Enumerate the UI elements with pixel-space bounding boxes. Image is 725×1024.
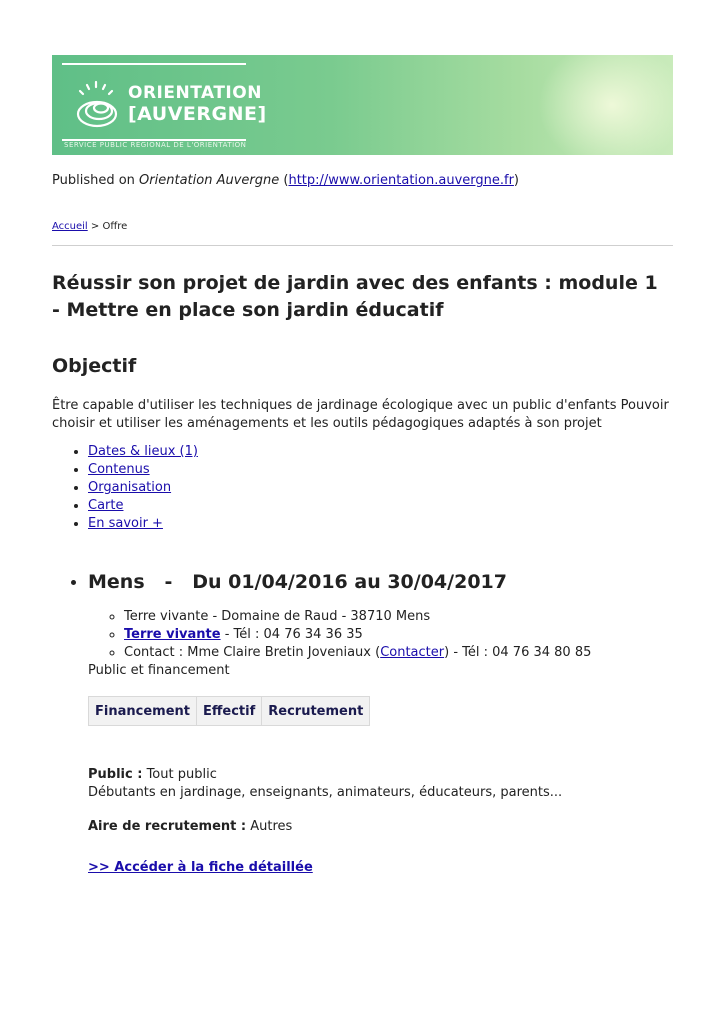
financement-tabs xyxy=(88,696,370,726)
published-close-paren: ) xyxy=(513,173,519,188)
banner-glow xyxy=(532,55,673,155)
public-label: Public : xyxy=(88,767,143,782)
public-value: Tout public xyxy=(142,767,217,782)
tab-dates-lieux xyxy=(88,443,198,461)
logo-subtitle: SERVICE PUBLIC RÉGIONAL DE L'ORIENTATION xyxy=(64,141,247,149)
tab-contenus xyxy=(88,461,198,479)
site-logo[interactable] xyxy=(62,63,267,141)
aire-label: Aire de recrutement : xyxy=(88,819,247,834)
fiche-detail xyxy=(88,860,688,875)
offer-contact xyxy=(124,644,688,662)
logo-title-line1: ORIENTATION xyxy=(128,83,262,103)
tab-dates-lieux-link[interactable]: Dates & lieux (1) xyxy=(88,444,198,459)
logo-title-line2: [AUVERGNE] xyxy=(128,103,267,125)
offer-organisation xyxy=(124,626,688,644)
tab-contenus-link[interactable]: Contenus xyxy=(88,462,150,477)
contact-phone: ) - Tél : 04 76 34 80 85 xyxy=(444,645,592,660)
published-site-name: Orientation Auvergne xyxy=(139,173,280,188)
contact-link[interactable]: Contacter xyxy=(380,645,445,660)
page-title: Réussir son projet de jardin avec des enfants : module 1 - Mettre en place son jardin éducatif xyxy=(52,272,658,321)
breadcrumb-current: Offre xyxy=(102,221,128,232)
organisation-link[interactable] xyxy=(124,627,221,642)
fiche-detail-link[interactable]: >> Accéder à la fiche détaillée xyxy=(88,860,313,875)
published-site-link[interactable]: http://www.orientation.auvergne.fr xyxy=(288,173,514,188)
tab-carte-link[interactable]: Carte xyxy=(88,498,124,513)
organisation-phone: - Tél : 04 76 34 36 35 xyxy=(220,627,363,642)
aire-value: Autres xyxy=(246,819,293,834)
public-detail: Débutants en jardinage, enseignants, animateurs, éducateurs, parents... xyxy=(88,785,563,800)
offer-heading: • Mens - Du 01/04/2016 au 30/04/2017 xyxy=(88,571,507,593)
breadcrumb-separator: > xyxy=(87,221,103,232)
breadcrumb xyxy=(52,221,127,232)
offer-item xyxy=(88,566,688,875)
tab-effectif[interactable]: Effectif xyxy=(196,697,261,726)
published-prefix: Published on xyxy=(52,173,140,188)
header-banner xyxy=(52,55,673,155)
tab-en-savoir-plus xyxy=(88,515,198,533)
tab-organisation-link[interactable]: Organisation xyxy=(88,480,172,495)
objectif-heading: Objectif xyxy=(52,355,137,377)
published-line xyxy=(52,173,519,188)
offer-address: ◦ Terre vivante - Domaine de Raud - 38710 Mens xyxy=(124,608,688,626)
tab-financement[interactable]: Financement xyxy=(89,697,197,726)
tab-carte xyxy=(88,497,198,515)
public-section xyxy=(88,766,688,802)
tab-organisation xyxy=(88,479,198,497)
objectif-text: Être capable d'utiliser les techniques de jardinage écologique avec un public d'enfants Pouvoir choisir et utiliser les aménagements et les outils pédagogiques adaptés à son projet xyxy=(52,398,669,431)
offer-details xyxy=(88,608,688,662)
section-tabs xyxy=(52,443,198,533)
public-financement-label: Public et financement xyxy=(88,663,230,678)
divider xyxy=(52,245,673,246)
breadcrumb-home-link[interactable]: Accueil xyxy=(52,221,88,232)
tab-en-savoir-plus-link[interactable]: En savoir + xyxy=(88,516,163,531)
organisation-link-text: Terre vivante xyxy=(124,627,221,642)
published-open-paren: ( xyxy=(279,173,289,188)
orientation-spiral-icon xyxy=(74,78,120,130)
tab-recrutement[interactable]: Recrutement xyxy=(262,697,370,726)
contact-prefix: Contact : Mme Claire Bretin Joveniaux ( xyxy=(124,645,381,660)
offer-list xyxy=(52,566,688,875)
aire-recrutement xyxy=(88,818,688,836)
